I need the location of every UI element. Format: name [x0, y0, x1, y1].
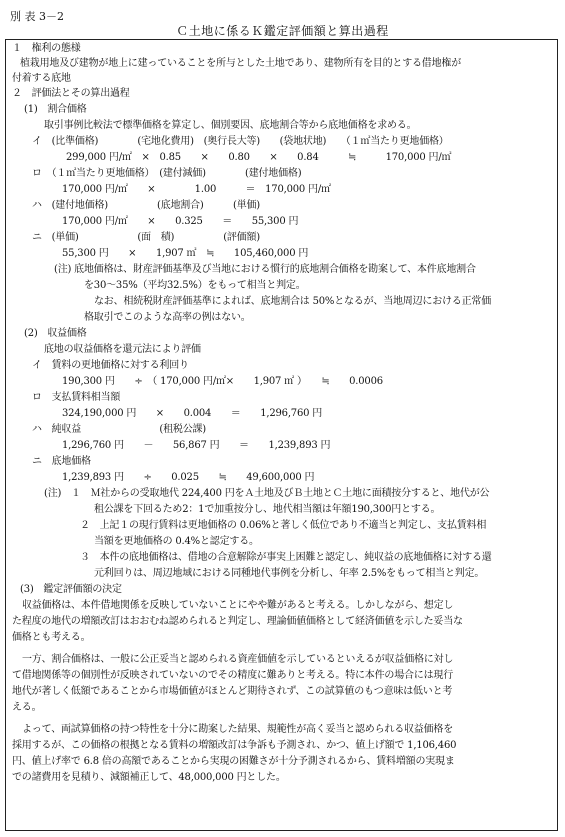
- calc-value-line: 190,300 円 ÷ （ 170,000 円/㎡× 1,907 ㎡ ） ≒ 0.0006: [62, 376, 383, 387]
- text-line: 収益価格は、本件借地関係を反映していないことにやや難があると考える。しかしながら、想定し: [22, 600, 454, 611]
- note-line: を30～35%（平均32.5%）をもって相当と判定。: [84, 280, 306, 291]
- text-line: 価格とも考える。: [12, 632, 91, 643]
- calc-value-line: 170,000 円/㎡ × 0.325 ＝ 55,300 円: [62, 216, 299, 227]
- note-line: 元利回りは、周辺地域における同種地代事例を分析し、年率 2.5%をもって相当と判定。: [94, 568, 485, 579]
- note-line: 格取引でこのような高率の例はない。: [84, 312, 251, 323]
- subsection-heading: (2) 収益価格: [24, 328, 87, 339]
- content-frame: [5, 39, 558, 831]
- calc-label-line: ロ （１㎡当たり更地価格） (建付減価) (建付地価格): [32, 168, 302, 179]
- note-line: 当額を更地価格の 0.4%と認定する。: [94, 536, 259, 547]
- document-title: Ｃ土地に係るＫ鑑定評価額と算出過程: [176, 24, 389, 38]
- text-line: た程度の地代の増額改訂はおおむね認められると判定し、理論価値価格として経済価値を示した妥当な: [12, 616, 463, 627]
- text-line: 底地の収益価格を還元法により評価: [44, 344, 201, 355]
- note-line: ３ 本件の底地価格は、借地の合意解除が事実上困難と認定し、純収益の底地価格に対する還: [80, 552, 492, 563]
- text-line: 付着する底地: [12, 73, 71, 84]
- text-line: 地代が著しく低額であることから市場価値がほとんど期待されず、この試算値のもつ意味は低いと考: [12, 686, 453, 697]
- calc-label-line: ニ (単価) (面 積) (評価額): [32, 232, 261, 243]
- section-2-heading: ２ 評価法とその算出過程: [12, 88, 130, 99]
- note-line: (注) １ Ｍ社からの受取地代 224,400 円をＡ土地及びＢ土地とＣ土地に面積按分すると、地代が公: [44, 488, 490, 499]
- text-line: 一方、割合価格は、一般に公正妥当と認められる資産価値を示しているといえるが収益価格に対し: [22, 654, 454, 665]
- table-number-label: 別 表 3－2: [10, 10, 64, 23]
- calc-label-line: ロ 支払賃料相当額: [32, 392, 121, 403]
- calc-value-line: 299,000 円/㎡ × 0.85 × 0.80 × 0.84 ≒ 170,000 円/㎡: [66, 152, 452, 163]
- section-1-heading: １ 権利の態様: [12, 43, 81, 54]
- text-line: 円、値上げ率で 6.8 倍の高額であることから実現の困難さが十分予測されるから、賃料増額の実現ま: [12, 756, 455, 767]
- calc-value-line: 170,000 円/㎡ × 1.00 ＝ 170,000 円/㎡: [62, 184, 331, 195]
- calc-value-line: 324,190,000 円 × 0.004 ＝ 1,296,760 円: [62, 408, 323, 419]
- calc-label-line: ハ 純収益 (租税公課): [32, 424, 207, 435]
- note-line: ２ 上記１の現行賃料は更地価格の 0.06%と著しく低位であり不適当と判定し、支払賃料相: [80, 520, 487, 531]
- note-line: (注) 底地価格は、財産評価基準及び当地における慣行的底地割合価格を勘案して、本件底地割合: [54, 264, 476, 275]
- text-line: での諸費用を見積り、減額補正して、48,000,000 円とした。: [12, 772, 286, 783]
- text-line: 採用するが、この価格の根拠となる賃料の増額改訂は争訴も予測され、かつ、値上げ額で 1,106,460: [12, 740, 457, 751]
- note-line: 租公課を下回るため2：1で加重按分し、地代相当額は年額190,300円とする。: [94, 504, 441, 515]
- note-line: なお、相続税財産評価基準によれば、底地割合は 50%となるが、当地周辺における正常価: [94, 296, 492, 307]
- calc-label-line: イ (比準価格) (宅地化費用) (奥行長大等) (袋地状地) （１㎡当たり更地価格）: [32, 136, 449, 147]
- calc-value-line: 55,300 円 × 1,907 ㎡ ≒ 105,460,000 円: [62, 248, 309, 259]
- calc-label-line: ニ 底地価格: [32, 456, 91, 467]
- text-line: て借地関係等の個別性が反映されていないのでその精度に難ありと考える。特に本件の場合には現行: [12, 670, 453, 681]
- text-line: 植栽用地及び建物が地上に建っていることを所与とした土地であり、建物所有を目的とする借地権が: [20, 58, 461, 69]
- calc-value-line: 1,239,893 円 ÷ 0.025 ≒ 49,600,000 円: [62, 472, 315, 483]
- calc-label-line: イ 賃料の更地価格に対する利回り: [32, 360, 189, 371]
- subsection-heading: (1) 割合価格: [24, 104, 87, 115]
- text-line: よって、両試算価格の持つ特性を十分に勘案した結果、規範性が高く妥当と認められる収益価格を: [22, 724, 453, 735]
- calc-label-line: ハ (建付地価格) (底地割合) (単価): [32, 200, 261, 211]
- subsection-heading: (3) 鑑定評価額の決定: [20, 584, 122, 595]
- text-line: える。: [12, 702, 42, 713]
- text-line: 取引事例比較法で標準価格を算定し、個別要因、底地割合等から底地価格を求める。: [44, 120, 417, 131]
- calc-value-line: 1,296,760 円 － 56,867 円 ＝ 1,239,893 円: [62, 440, 331, 451]
